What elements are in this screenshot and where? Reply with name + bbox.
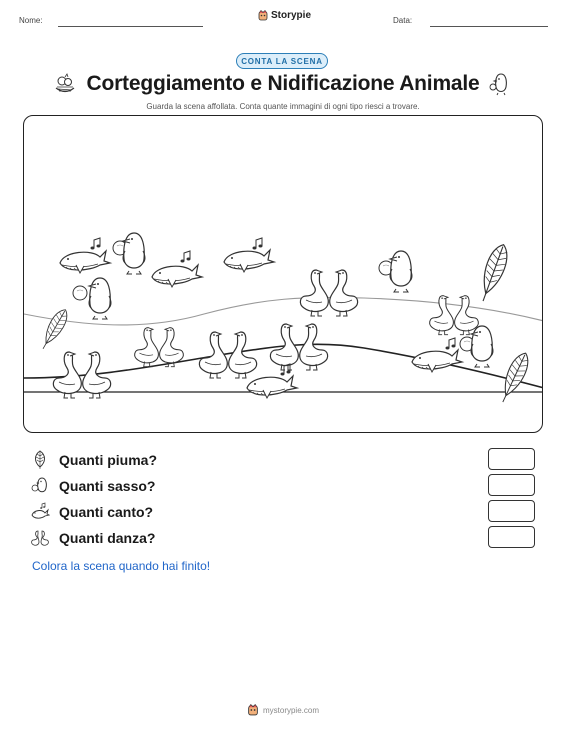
swan-pair-5 xyxy=(430,296,479,335)
singing-whale-icon xyxy=(30,502,50,522)
penguin-2 xyxy=(89,278,111,319)
dancing-swans-icon xyxy=(30,528,50,548)
pebble-penguin-icon xyxy=(30,476,50,496)
swan-pair-3 xyxy=(199,332,256,378)
music-notes-1 xyxy=(91,238,101,250)
storypie-footer-logo-icon xyxy=(247,704,259,716)
swan-pair-2 xyxy=(135,328,184,367)
storypie-logo-icon xyxy=(258,10,268,21)
feather-2 xyxy=(37,306,71,352)
penguin-4 xyxy=(471,326,493,367)
music-notes-2 xyxy=(181,251,191,263)
feather-1 xyxy=(475,242,512,305)
answer-box[interactable] xyxy=(488,448,535,470)
color-instruction: Colora la scena quando hai finito! xyxy=(32,559,211,573)
penguin-1 xyxy=(123,233,145,274)
question-row-dance xyxy=(30,528,535,548)
name-label: Nome: xyxy=(19,16,43,25)
question-text: Quanti danza? xyxy=(59,530,156,546)
name-line[interactable] xyxy=(58,26,203,27)
feather-icon xyxy=(30,450,50,470)
date-label: Data: xyxy=(393,16,413,25)
swan-pair-1 xyxy=(300,270,357,316)
footer xyxy=(0,704,566,716)
question-text: Quanti piuma? xyxy=(59,452,157,468)
question-text: Quanti sasso? xyxy=(59,478,156,494)
answer-box[interactable] xyxy=(488,474,535,496)
penguin-3 xyxy=(390,251,412,292)
answer-box[interactable] xyxy=(488,526,535,548)
music-notes-3 xyxy=(253,238,263,250)
answer-box[interactable] xyxy=(488,500,535,522)
page-subtitle: Guarda la scena affollata. Conta quante immagini di ogni tipo riesci a trovare. xyxy=(146,102,420,111)
whale-3 xyxy=(224,250,274,272)
scene-illustration xyxy=(24,116,543,433)
question-text: Quanti canto? xyxy=(59,504,154,520)
brand xyxy=(258,10,311,21)
scene-badge: CONTA LA SCENA xyxy=(236,53,328,69)
footer-url[interactable]: mystorypie.com xyxy=(262,705,319,715)
whale-5 xyxy=(412,350,462,372)
crowded-scene xyxy=(23,115,543,433)
brand-name: Storypie xyxy=(271,10,312,21)
question-row-feather xyxy=(30,450,535,470)
page-title: Corteggiamento e Nidificazione Animale xyxy=(86,72,480,95)
date-line[interactable] xyxy=(430,26,548,27)
whale-2 xyxy=(152,265,202,287)
music-notes-5 xyxy=(446,338,456,350)
penguin-title-icon xyxy=(488,71,514,97)
question-row-song xyxy=(30,502,535,522)
whale-1 xyxy=(60,251,110,273)
pebble-2 xyxy=(73,286,87,300)
question-row-pebble xyxy=(30,476,535,496)
whale-4 xyxy=(247,376,297,398)
